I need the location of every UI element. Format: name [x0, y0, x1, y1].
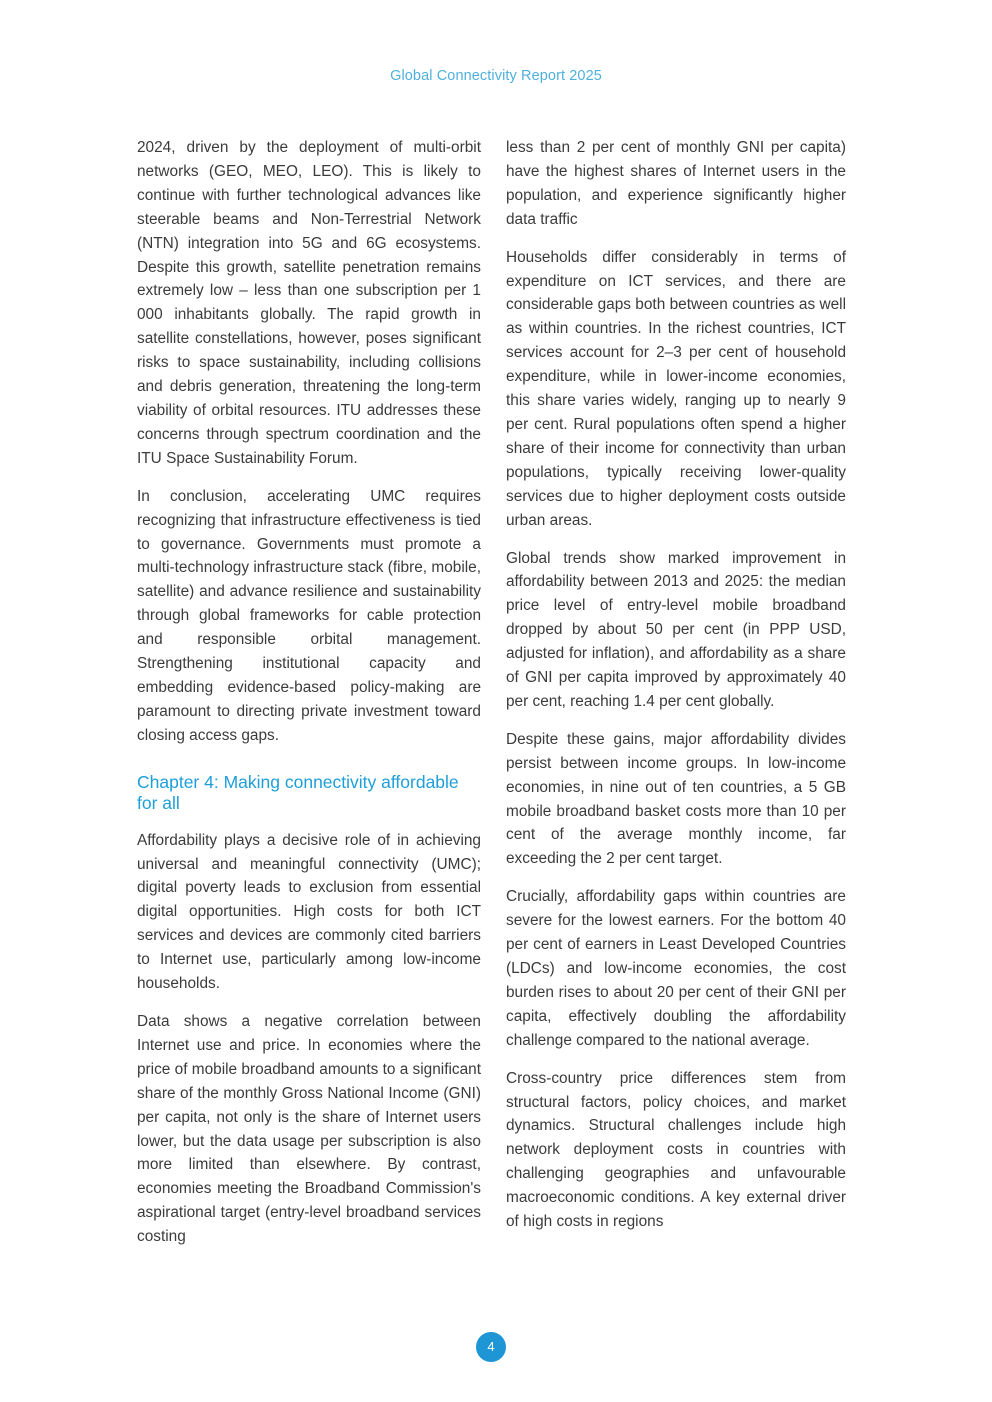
body-paragraph: less than 2 per cent of monthly GNI per capita) have the highest shares of Internet users in the population, and experience significantly higher data traffic: [506, 139, 846, 228]
page-number-badge: 4: [476, 1332, 506, 1362]
right-column: [506, 136, 846, 1248]
left-column: [137, 136, 481, 1263]
body-paragraph: Cross-country price differences stem from structural factors, policy choices, and market dynamics. Structural challenges include high network deployment costs in countries with challenging geographies and unfavourable macroeconomic conditions. A key external driver of high costs in regions: [506, 1069, 846, 1231]
body-paragraph: In conclusion, accelerating UMC requires recognizing that infrastructure effectiveness is tied to governance. Governments must promote a multi-technology infrastructure stack (fibre, mobile, satellite) and advance resilience and sustainability through global frameworks for cable protection and responsible orbital management. Strengthening institutional capacity and embedding evidence-based policy-making are paramount to directing private investment toward closing access gaps.: [137, 487, 481, 744]
body-paragraph: Households differ considerably in terms of expenditure on ICT services, and there are considerable gaps both between countries as well as within countries. In the richest countries, ICT services account for 2–3 per cent of household expenditure, while in lower-income economies, this share varies widely, ranging up to nearly 9 per cent. Rural populations often spend a higher share of their income for connectivity than urban populations, typically receiving lower-quality services due to higher deployment costs outside urban areas.: [506, 248, 846, 529]
body-paragraph: 2024, driven by the deployment of multi-orbit networks (GEO, MEO, LEO). This is likely to continue with further technological advances like steerable beams and Non-Terrestrial Network (NTN) integration into 5G and 6G ecosystems. Despite this growth, satellite penetration remains extremely low – less than one subscription per 1 000 inhabitants globally. The rapid growth in satellite constellations, however, poses significant risks to space sustainability, including collisions and debris generation, threatening the long-term viability of orbital resources. ITU addresses these concerns through spectrum coordination and the ITU Space Sustainability Forum.: [137, 139, 481, 467]
body-paragraph: Crucially, affordability gaps within countries are severe for the lowest earners. For the bottom 40 per cent of earners in Least Developed Countries (LDCs) and low-income economies, the cost burden rises to about 20 per cent of their GNI per capita, effectively doubling the affordability challenge compared to the national average.: [506, 888, 846, 1049]
body-paragraph: Data shows a negative correlation between Internet use and price. In economies where the price of mobile broadband amounts to a significant share of the monthly Gross National Income (GNI) per capita, not only is the share of Internet users lower, but the data usage per subscription is also more limited than elsewhere. By contrast, economies meeting the Broadband Commission's aspirational target (entry-level broadband services costing: [137, 1013, 481, 1246]
body-paragraph: Despite these gains, major affordability divides persist between income groups. In low-income economies, in nine out of ten countries, a 5 GB mobile broadband basket costs more than 10 per cent of the average monthly income, far exceeding the 2 per cent target.: [506, 730, 846, 868]
chapter-heading: Chapter 4: Making connectivity affordable for all: [137, 771, 459, 813]
body-paragraph: Global trends show marked improvement in affordability between 2013 and 2025: the median price level of entry-level mobile broadband dropped by about 50 per cent (in PPP USD, adjusted for inflation), and affordability as a share of GNI per capita improved by approximately 40 per cent, reaching 1.4 per cent globally.: [506, 549, 846, 710]
body-paragraph: Affordability plays a decisive role of in achieving universal and meaningful connectivity (UMC); digital poverty leads to exclusion from essential digital opportunities. High costs for both ICT services and devices are commonly cited barriers to Internet use, particularly among low-income households.: [137, 831, 481, 993]
running-header: Global Connectivity Report 2025: [390, 68, 602, 84]
